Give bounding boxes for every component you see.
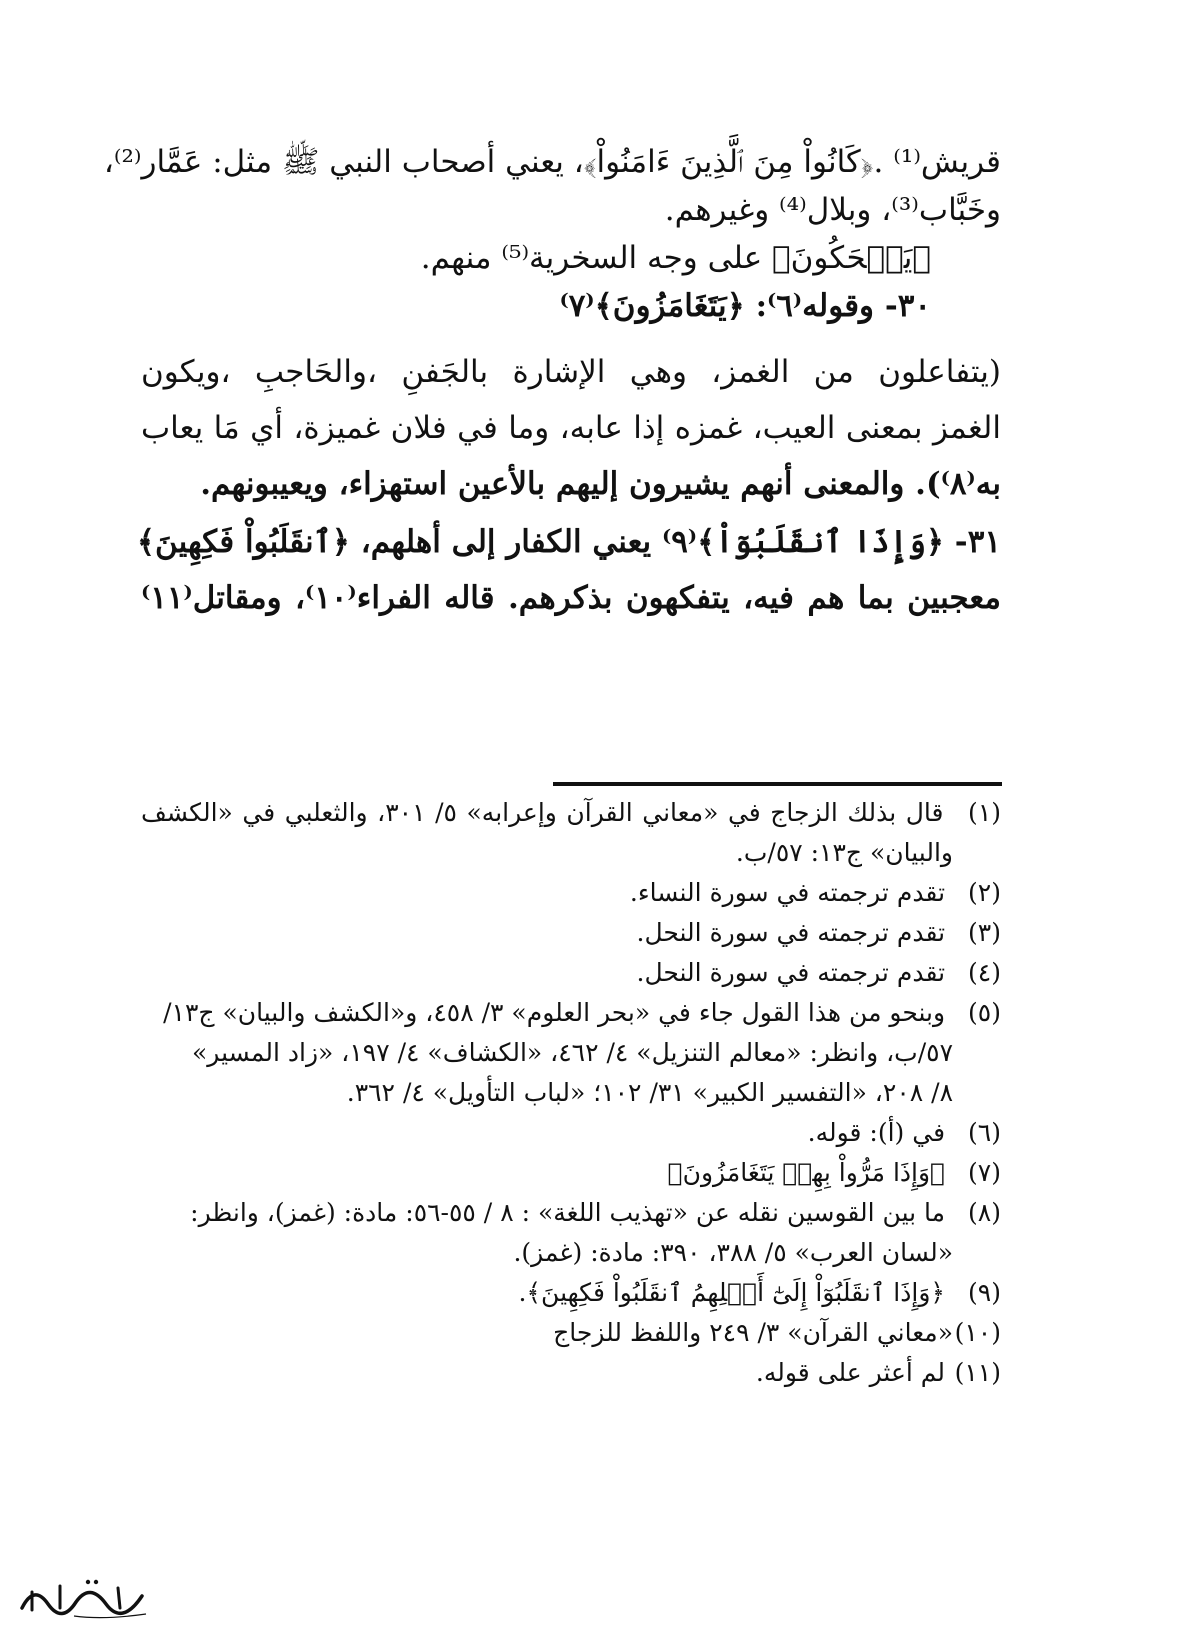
text-line: معجبين بما هم فيه، يتفكهون بذكرهم. قاله الفراء⁽١٠⁾، ومقاتل⁽١١⁾ [141,580,1001,616]
footnote-text: قال بذلك الزجاج في «معاني القرآن وإعرابه» ٥/ ٣٠١، والثعلبي في «الكشف [141,798,944,827]
footnote-5-cont: ٥٧/ب، وانظر: «معالم التنزيل» ٤/ ٤٦٢، «الكشاف» ٤/ ١٩٧، «زاد المسير» [192,1038,953,1067]
footnote-9 [141,1276,1001,1316]
footnote-number: (٥) [968,998,1001,1027]
footnote-number: (١١) [954,1358,1001,1387]
footnote-number: (٢) [968,878,1001,907]
footnote-1 [141,796,1001,836]
logo-calligraphy-icon [14,1574,160,1622]
footnote-8 [141,1196,1001,1236]
footnote-text: تقدم ترجمته في سورة النحل. [636,918,946,947]
footnote-1-cont: والبيان» ج١٣: ٥٧/ب. [735,838,953,867]
footnote-number: (٦) [968,1118,1001,1147]
footnote-5 [141,996,1001,1036]
footnote-7 [141,1156,1001,1196]
footnote-text: لم أعثر على قوله. [755,1358,946,1387]
footnote-number: (٧) [968,1158,1001,1187]
footnote-8-cont: «لسان العرب» ٥/ ٣٨٨، ٣٩٠: مادة: (غمز). [513,1238,953,1267]
verse-heading: ٣٠- وقوله⁽٦⁾: ﴿يَتَغَامَزُونَ﴾⁽٧⁾ [559,288,931,324]
footnote-divider [553,782,1002,786]
text-line: الغمز بمعنى العيب، غمزه إذا عابه، وما في فلان غميزة، أي مَا يعاب [141,410,1001,446]
footnote-2 [141,876,1001,916]
footnote-6 [141,1116,1001,1156]
footnote-11 [141,1356,1001,1396]
footnote-5-cont: ٨/ ٢٠٨، «التفسير الكبير» ٣١/ ١٠٢؛ «لباب التأويل» ٤/ ٣٦٢. [346,1078,953,1107]
publisher-logo [14,1574,160,1622]
footnote-10 [141,1316,1001,1356]
footnote-text: في (أ): قوله. [807,1118,946,1147]
footnote-number: (٤) [968,958,1001,987]
footnote-text: تقدم ترجمته في سورة النساء. [629,878,946,907]
footnote-text: ﴿وَإِذَا ٱنقَلَبُوٓاْ إِلَىٰٓ أَهۡلِهِمُ ٱنقَلَبُواْ فَكِهِينَ﴾. [518,1278,946,1307]
footnote-number: (٨) [968,1198,1001,1227]
text-line: ﴿يَضۡحَكُونَ﴾ على وجه السخرية⁽⁵⁾ منهم. [420,240,931,276]
footnote-number: (٣) [968,918,1001,947]
text-line: به⁽٨⁾). والمعنى أنهم يشيرون إليهم بالأعين استهزاء، ويعيبونهم. [200,466,1001,502]
footnote-number: (١) [968,798,1002,827]
footnote-text: تقدم ترجمته في سورة النحل. [636,958,946,987]
verse-heading: ٣١- ﴿وَإِذَا ٱنقَلَبُوٓاْ﴾⁽٩⁾ يعني الكفار إلى أهلهم، ﴿ٱنقَلَبُواْ فَكِهِينَ﴾ [136,524,1001,560]
footnote-4 [141,956,1001,996]
footnote-text: «معاني القرآن» ٣/ ٢٤٩ واللفظ للزجاج [553,1318,953,1347]
text-line: قريش⁽¹⁾ .﴿كَانُواْ مِنَ ٱلَّذِينَ ءَامَنُواْ﴾، يعني أصحاب النبي ﷺ مثل: عَمَّار⁽²⁾، [103,144,1001,180]
footnote-3 [141,916,1001,956]
footnote-number: (١٠) [954,1318,1001,1347]
footnote-text: ما بين القوسين نقله عن «تهذيب اللغة» : ٨ / ٥٥-٥٦: مادة: (غمز)، وانظر: [190,1198,946,1227]
footnote-text: وبنحو من هذا القول جاء في «بحر العلوم» ٣/ ٤٥٨، و«الكشف والبيان» ج١٣/ [163,998,946,1027]
footnote-number: (٩) [968,1278,1001,1307]
text-line: (يتفاعلون من الغمز، وهي الإشارة بالجَفنِ ،والحَاجبِ ،ويكون [141,354,1001,390]
footnote-text: ﴿وَإِذَا مَرُّواْ بِهِمۡ يَتَغَامَزُونَ﴾ [667,1158,946,1187]
text-line: وخَبَّاب⁽³⁾، وبلال⁽⁴⁾ وغيرهم. [664,192,1001,228]
